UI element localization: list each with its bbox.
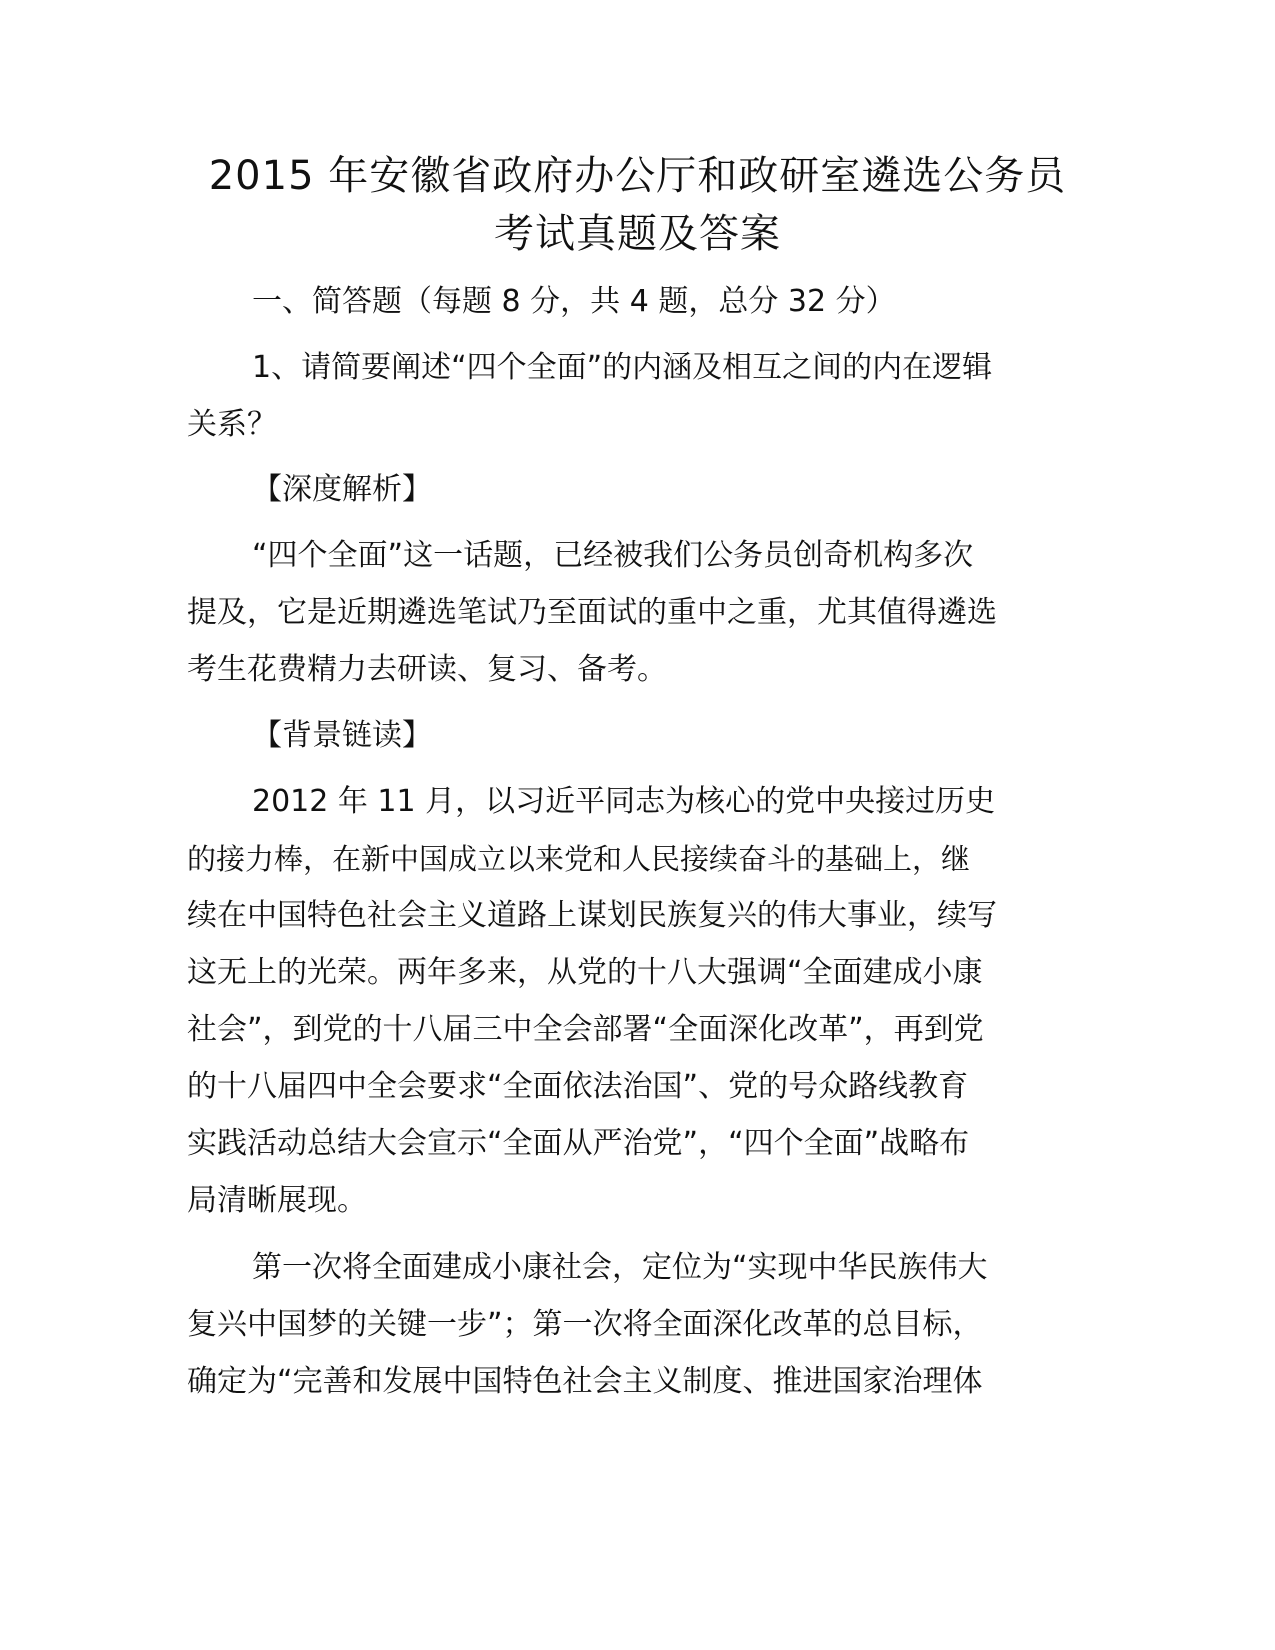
background-line-3: 续在中国特色社会主义道路上谋划民族复兴的伟大事业，续写 [187, 898, 997, 933]
background-line-1: 2012 年 11 月，以习近平同志为核心的党中央接过历史 [252, 784, 996, 819]
background-line-6: 的十八届四中全会要求“全面依法治国”、党的号众路线教育 [187, 1069, 969, 1104]
background-line-2: 的接力棒，在新中国成立以来党和人民接续奋斗的基础上，继 [187, 842, 971, 876]
paragraph-3-line-1: 第一次将全面建成小康社会，定位为“实现中华民族伟大 [252, 1250, 988, 1285]
background-heading: 【背景链读】 [252, 718, 432, 753]
analysis-line-1: “四个全面”这一话题，已经被我们公务员创奇机构多次 [252, 538, 974, 573]
paragraph-3-line-2: 复兴中国梦的关键一步”；第一次将全面深化改革的总目标， [187, 1307, 983, 1342]
analysis-line-2: 提及，它是近期遴选笔试乃至面试的重中之重，尤其值得遴选 [187, 595, 997, 630]
background-line-4: 这无上的光荣。两年多来，从党的十八大强调“全面建成小康 [187, 955, 983, 990]
background-line-8: 局清晰展现。 [187, 1183, 367, 1218]
background-line-7: 实践活动总结大会宣示“全面从严治党”，“四个全面”战略布 [187, 1126, 970, 1161]
background-line-5: 社会”，到党的十八届三中全会部署“全面深化改革”，再到党 [187, 1012, 984, 1047]
question-1-line-2: 关系？ [187, 407, 277, 442]
analysis-line-3: 考生花费精力去研读、复习、备考。 [187, 652, 667, 687]
question-1-line-1: 1、请简要阐述“四个全面”的内涵及相互之间的内在逻辑 [252, 350, 993, 385]
document-title-line1: 2015 年安徽省政府办公厅和政研室遴选公务员 [208, 153, 1067, 199]
section-heading: 一、简答题（每题 8 分，共 4 题，总分 32 分） [252, 284, 896, 319]
paragraph-3-line-3: 确定为“完善和发展中国特色社会主义制度、推进国家治理体 [187, 1364, 983, 1399]
analysis-heading: 【深度解析】 [252, 472, 432, 507]
document-title-line2: 考试真题及答案 [494, 211, 781, 257]
